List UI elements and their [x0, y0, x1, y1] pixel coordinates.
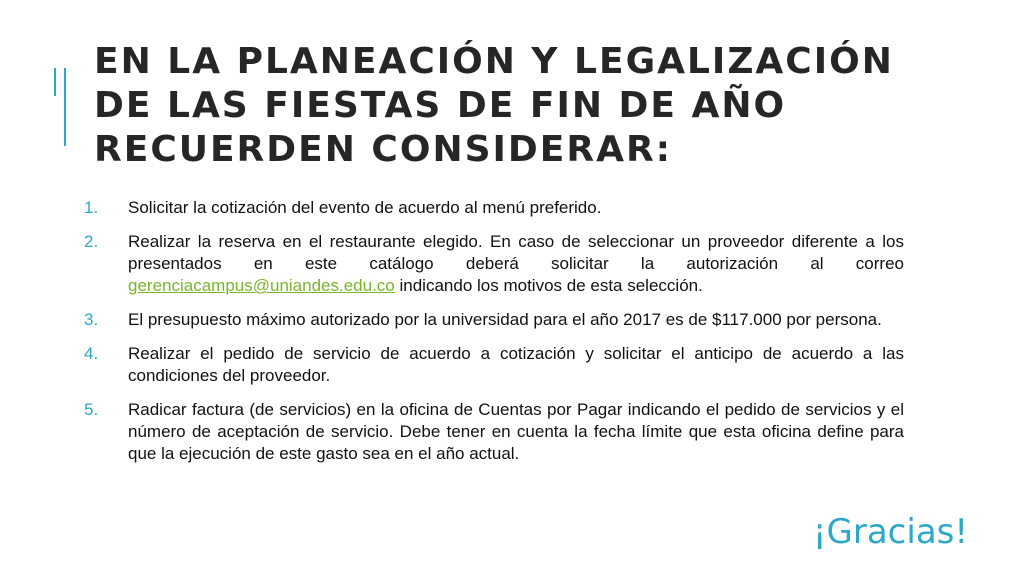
- list-item: [84, 231, 904, 297]
- instruction-list: [84, 197, 904, 477]
- list-item-text: Solicitar la cotización del evento de acuerdo al menú preferido.: [128, 198, 602, 217]
- list-item-text: [128, 231, 904, 297]
- list-item: [84, 309, 904, 331]
- list-item-text-after-link: indicando los motivos de esta selección.: [394, 276, 703, 295]
- list-item-number: 4.: [84, 344, 99, 363]
- list-item-number: 5.: [84, 400, 99, 419]
- list-item-text: Realizar el pedido de servicio de acuerdo a cotización y solicitar el anticipo de acuerdo a las condiciones del proveedor.: [128, 344, 904, 385]
- list-item-text: Radicar factura (de servicios) en la oficina de Cuentas por Pagar indicando el pedido de servicios y el número de aceptación de servicio. Debe tener en cuenta la fecha límite que esta oficina define para que la ejecución de este gasto sea en el año actual.: [128, 400, 904, 463]
- email-link[interactable]: gerenciacampus@uniandes.edu.co: [128, 276, 395, 295]
- closing-text: ¡Gracias!: [812, 512, 968, 552]
- list-item: [84, 197, 904, 219]
- accent-bar-long: [64, 68, 66, 146]
- list-item: [84, 343, 904, 387]
- list-item-text: El presupuesto máximo autorizado por la universidad para el año 2017 es de $117.000 por persona.: [128, 310, 882, 329]
- list-item: [84, 399, 904, 465]
- list-item-number: 2.: [84, 232, 99, 251]
- accent-bar-short: [54, 68, 56, 96]
- list-item-number: 3.: [84, 310, 99, 329]
- list-item-number: 1.: [84, 198, 99, 217]
- list-item-text-before-link: Realizar la reserva en el restaurante elegido. En caso de seleccionar un proveedor diferente a los presentados en este catálogo deberá solicitar la autorización al correo: [128, 232, 904, 273]
- slide-title: EN LA PLANEACIÓN Y LEGALIZACIÓN DE LAS FIESTAS DE FIN DE AÑO RECUERDEN CONSIDERAR:: [94, 41, 894, 170]
